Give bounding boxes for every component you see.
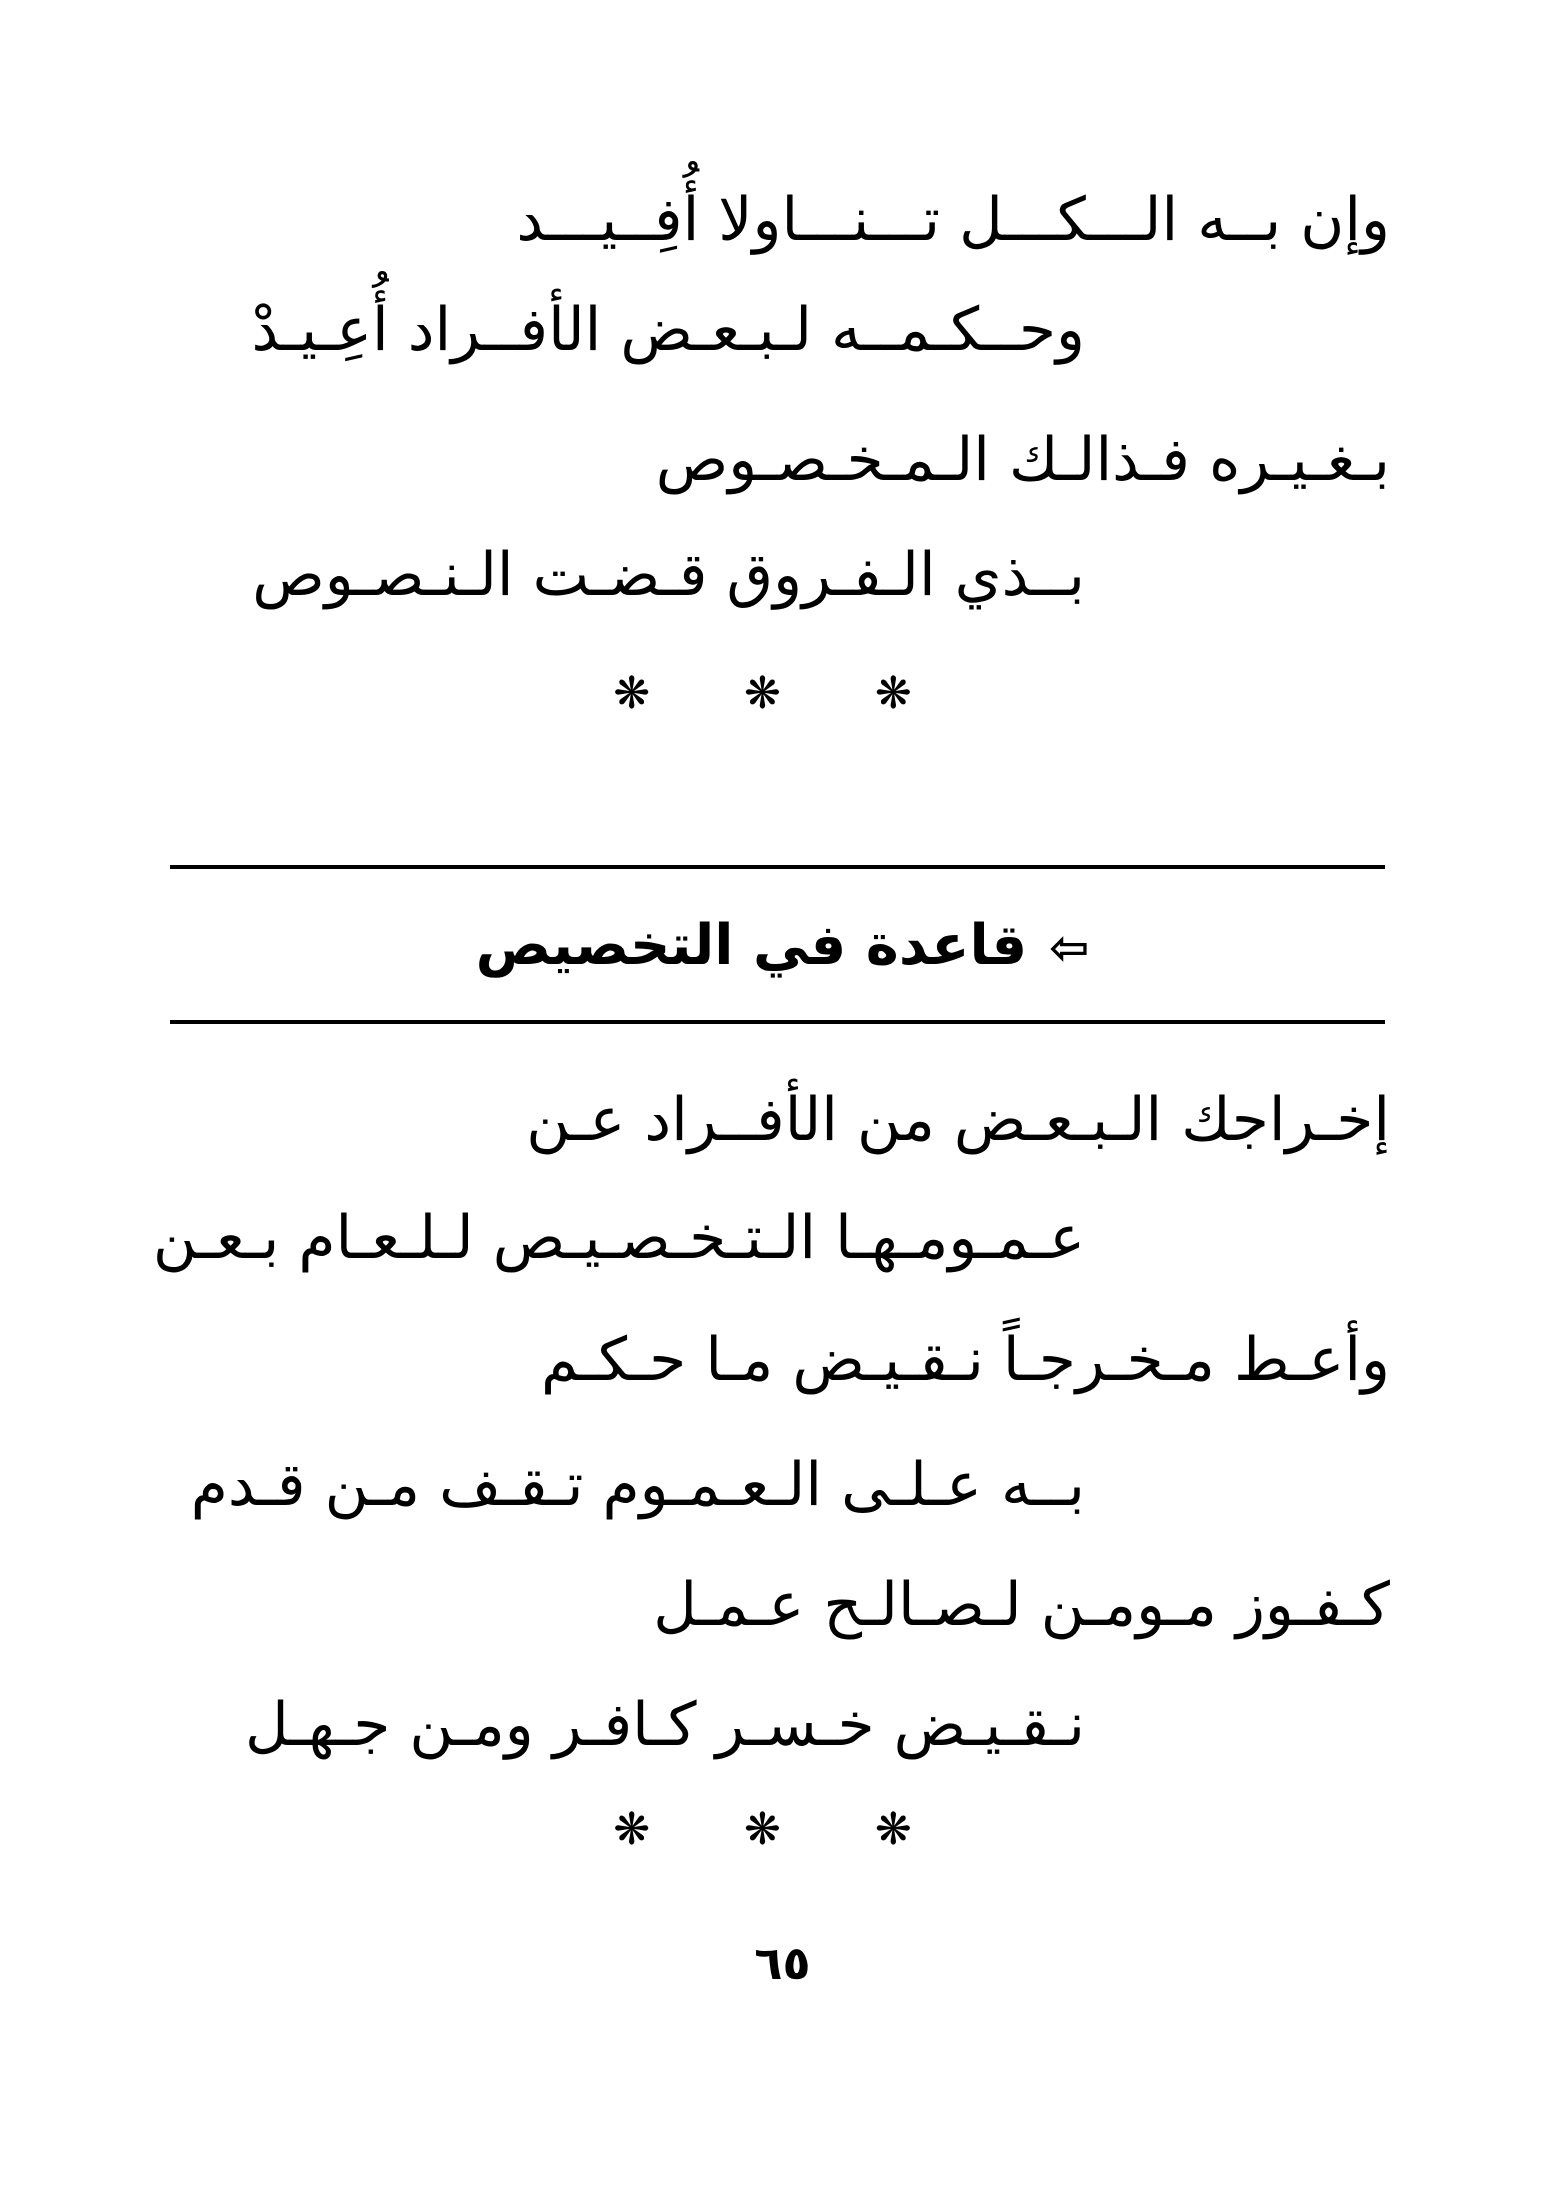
heading-rule-bottom bbox=[170, 1020, 1385, 1024]
verse-1-second-hemistich: وحــكـمــه لـبـعـض الأفــراد أُعِـيـدْ bbox=[251, 295, 1085, 365]
verse-4-first-hemistich: وأعـط مـخـرجـاً نـقـيـض مـا حـكـم bbox=[540, 1325, 1390, 1395]
heading-rule-top bbox=[170, 865, 1385, 869]
arrow-marker-icon: ⇦ bbox=[1049, 920, 1090, 976]
section-heading bbox=[0, 913, 1565, 978]
verse-3-first-hemistich: إخـراجك الـبـعـض من الأفــراد عـن bbox=[526, 1085, 1390, 1155]
section-separator-top: ❋ ❋ ❋ bbox=[613, 668, 952, 719]
verse-1-first-hemistich: وإن بــه الـــكـــل تـــنـــاولا أُفِــيـــد bbox=[516, 185, 1390, 255]
verse-3-second-hemistich: عـمـومـهـا الـتـخـصـيـص لـلـعـام بـعـن bbox=[152, 1203, 1085, 1273]
section-separator-bottom: ❋ ❋ ❋ bbox=[613, 1804, 952, 1855]
page-number: ٦٥ bbox=[754, 1936, 811, 1990]
verse-5-first-hemistich: كـفـوز مـومـن لـصـالـح عـمـل bbox=[653, 1570, 1390, 1640]
verse-5-second-hemistich: نـقـيـض خـسـر كـافـر ومـن جـهـل bbox=[244, 1690, 1085, 1760]
verse-2-first-hemistich: بـغـيـره فـذالـك الـمـخـصـوص bbox=[655, 425, 1390, 495]
section-title: قاعدة في التخصيص bbox=[475, 913, 1028, 978]
verse-4-second-hemistich: بــه عـلـى الـعـمـوم تـقـف مـن قـدم bbox=[190, 1450, 1085, 1520]
verse-2-second-hemistich: بــذي الـفـروق قـضـت الـنـصـوص bbox=[252, 540, 1085, 610]
